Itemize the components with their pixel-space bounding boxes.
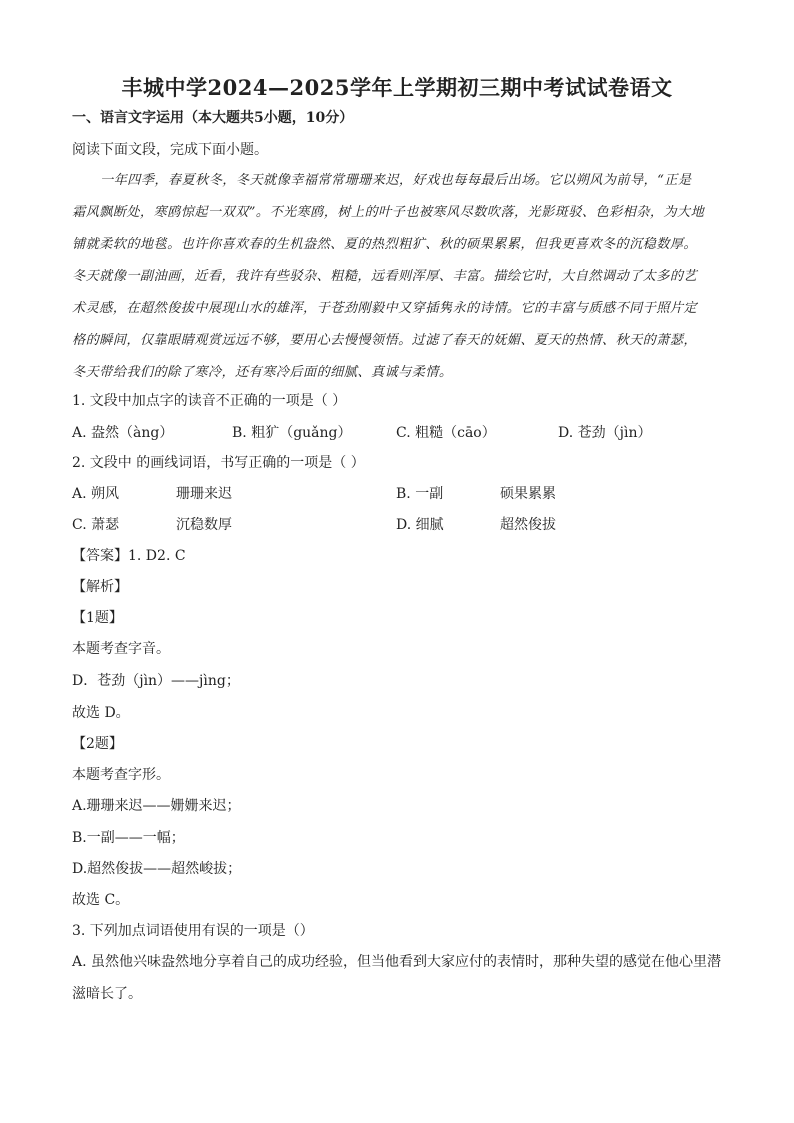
reading-instruction: 阅读下面文段，完成下面小题。 [72,142,268,158]
q2-option-b-word2: 硕果累累 [500,486,556,502]
q2-analysis-text: A.珊珊来迟——姗姗来迟； [72,798,241,814]
q2-option-c-word2: 沉稳数厚 [176,517,232,533]
q1-option-c: C. 粗糙（cāo） [396,425,496,441]
q1-analysis-text: 故选 D。 [72,705,130,721]
q1-analysis-heading: 【1题】 [72,610,123,626]
q3-option-a-line1: A. 虽然他兴味盎然地分享着自己的成功经验，但当他看到大家应付的表情时，那种失望的感觉在他心里潜 [72,954,722,970]
q1-analysis-text: 本题考查字音。 [72,641,170,657]
passage-line: 格的瞬间，仅靠眼睛观赏远远不够，要用心去慢慢领悟。过滤了春天的妩媚、夏天的热情、秋天的萧瑟， [72,333,698,348]
q2-analysis-text: D.超然俊拔——超然峻拔； [72,861,242,877]
question-2-stem: 2. 文段中 的画线词语，书写正确的一项是（ ） [72,455,365,471]
answer-line: 【答案】1. D2. C [72,548,186,564]
q2-option-b-word1: B. 一副 [396,486,444,502]
section-heading: 一、语言文字运用（本大题共5小题，10分） [72,110,354,126]
passage-line: 铺就柔软的地毯。也许你喜欢春的生机盎然、夏的热烈粗犷、秋的硕果累累，但我更喜欢冬的沉稳数厚。 [72,237,698,252]
question-3-stem: 3. 下列加点词语使用有误的一项是（） [72,923,314,939]
q2-option-d-word1: D. 细腻 [396,517,444,533]
passage-line: 术灵感，在超然俊拔中展现山水的雄浑，于苍劲刚毅中又穿插隽永的诗情。它的丰富与质感不同于照片定 [72,301,698,316]
q2-option-d-word2: 超然俊拔 [500,517,556,533]
page-title: 丰城中学2024—2025学年上学期初三期中考试试卷语文 [121,75,673,100]
passage-line: 冬天就像一副油画，近看，我许有些驳杂、粗糙，远看则浑厚、丰富。描绘它时，大自然调动了太多的艺 [72,269,698,284]
passage-line: 冬天带给我们的除了寒冷，还有寒冷后面的细腻、真诚与柔情。 [72,365,453,380]
question-1-stem: 1. 文段中加点字的读音不正确的一项是（ ） [72,393,347,409]
q2-option-a-word2: 珊珊来迟 [176,486,232,502]
q1-option-b: B. 粗犷（guǎng） [232,425,352,441]
q2-analysis-text: B.一副——一幅； [72,830,185,846]
q2-analysis-heading: 【2题】 [72,736,123,752]
passage-line: 一年四季，春夏秋冬，冬天就像幸福常常珊珊来迟，好戏也每每最后出场。它以朔风为前导，“正是 [100,173,692,188]
q1-option-a: A. 盎然（àng） [72,425,174,441]
q2-analysis-text: 故选 C。 [72,892,130,908]
analysis-label: 【解析】 [72,579,128,595]
q2-option-c-word1: C. 萧瑟 [72,517,120,533]
q2-analysis-text: 本题考查字形。 [72,767,170,783]
q1-option-d: D. 苍劲（jìn） [558,425,652,441]
q3-option-a-line2: 滋暗长了。 [72,986,142,1002]
passage-line: 霜风飘断处，寒鸥惊起一双双”。不光寒鸥，树上的叶子也被寒风尽数吹落，光影斑驳、色彩相杂，为大地 [72,205,705,220]
q2-option-a-word1: A. 朔风 [72,486,120,502]
q1-analysis-text: D．苍劲（jìn）——jìng； [72,673,240,689]
